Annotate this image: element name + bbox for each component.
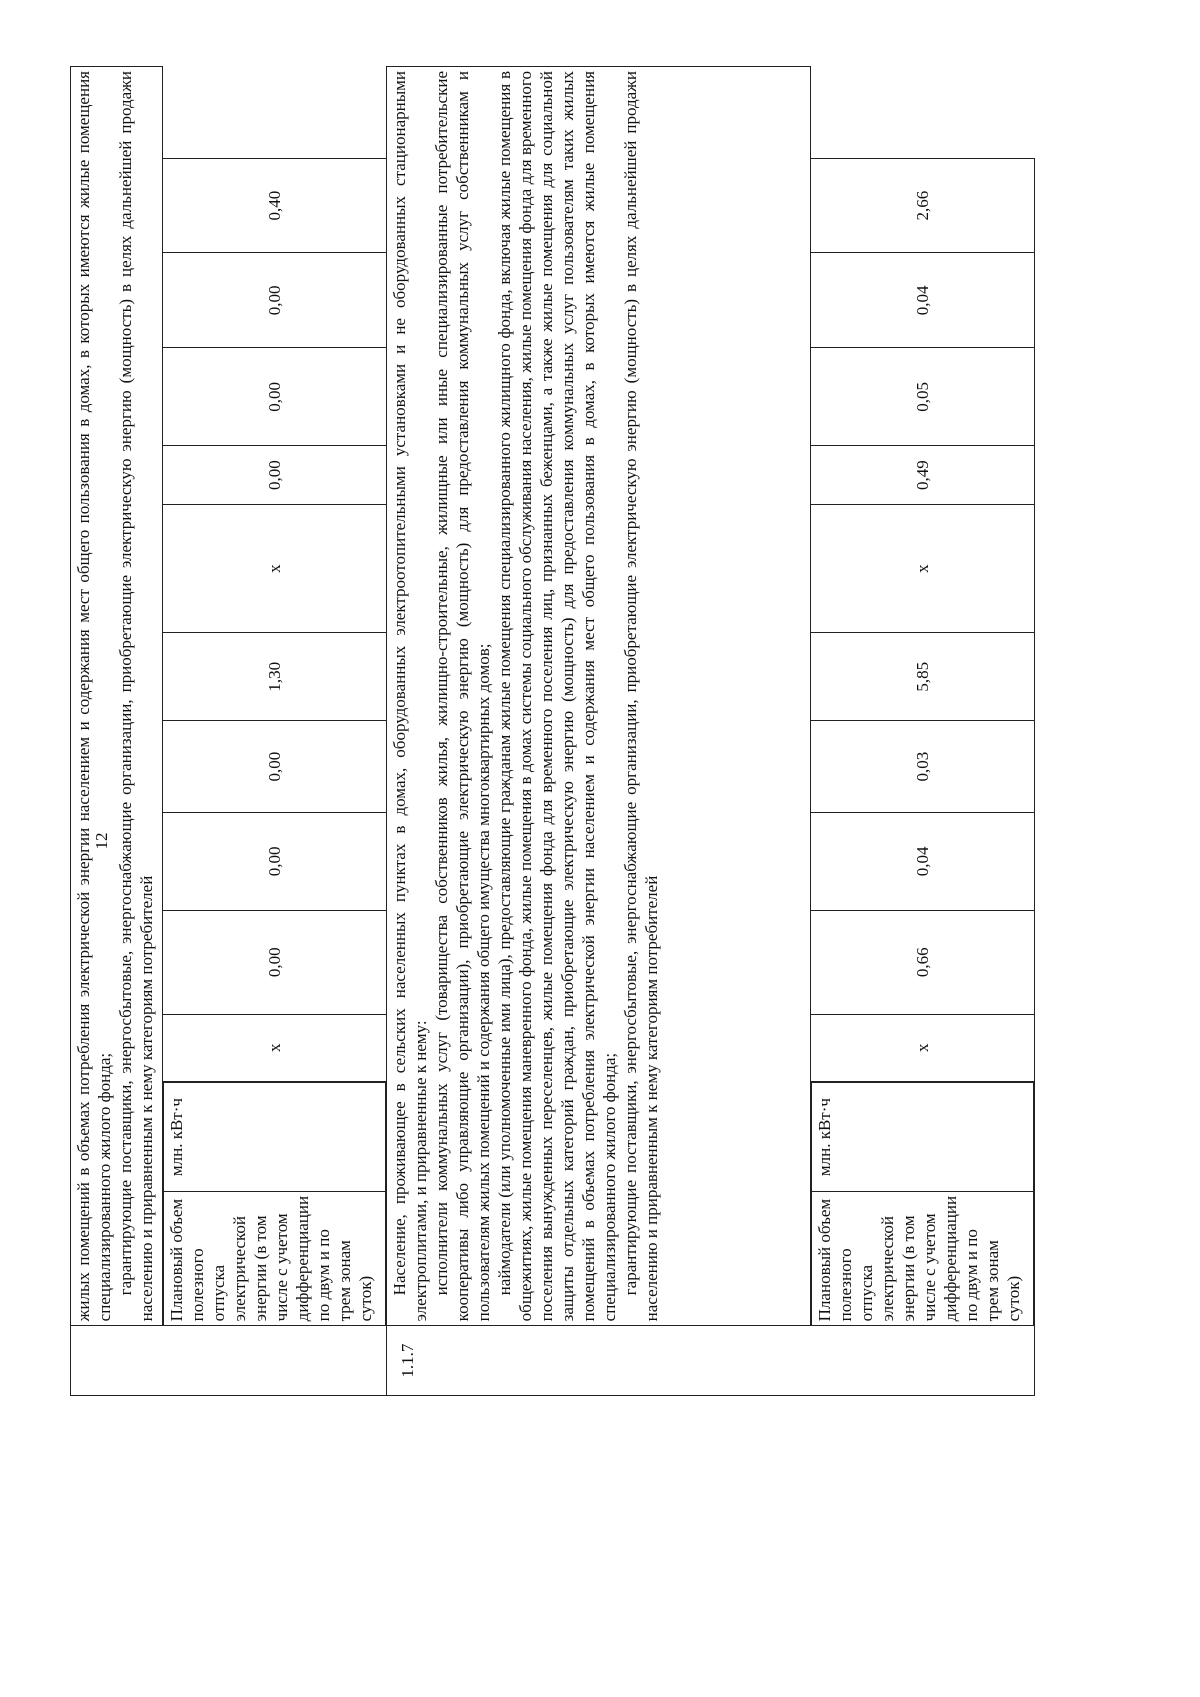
section2-value-4: 0,03 bbox=[810, 721, 1034, 813]
section2-paragraph-4: гарантирующие поставщики, энергосбытовые, энергоснабжающие организации, приобретающие электрическую энергию (мощность) в целях дальнейшей продажи населению и приравненным к нему категориям потребителей bbox=[621, 71, 662, 1322]
section2-label-unit bbox=[810, 1081, 1034, 1325]
section1-row-label: Плановый объем полезного отпуска электрической энергии (в том числе с учетом дифференциации по двум и по трем зонам суток) bbox=[163, 1192, 385, 1326]
section1-line-1: жилых помещений в объемах потребления электрической энергии населением и содержания мест общего пользования в домах, в которых имеются жилые помещения специализированного жилого фонда; bbox=[74, 71, 114, 1322]
rotated-table-container bbox=[70, 66, 1035, 1396]
section1-number bbox=[71, 1326, 387, 1396]
section2-data-row bbox=[810, 67, 1034, 1396]
section1-value-1: х bbox=[162, 1014, 386, 1081]
section2-row-label: Плановый объем полезного отпуска электрической энергии (в том числе с учетом дифференциации по двум и по трем зонам суток) bbox=[811, 1192, 1033, 1326]
section2-value-1: х bbox=[810, 1014, 1034, 1081]
section1-value-9: 0,00 bbox=[162, 253, 386, 348]
section2-number: 1.1.7 bbox=[387, 1326, 1035, 1396]
section2-text bbox=[387, 67, 811, 1326]
section2-value-2: 0,66 bbox=[810, 910, 1034, 1014]
section2-paragraph-1: Население, проживающее в сельских населенных пунктах в домах, оборудованных электроотопительными установками и не оборудованных стационарными электроплитами, и приравненные к нему: bbox=[390, 71, 431, 1322]
section2-value-10: 2,66 bbox=[810, 159, 1034, 253]
page-number: 12 bbox=[92, 832, 111, 850]
tariff-table bbox=[70, 66, 1035, 1396]
section2-value-5: 5,85 bbox=[810, 633, 1034, 721]
section2-paragraph-2: исполнители коммунальных услуг (товарищества собственников жилья, жилищно-строительные, жилищные или иные специализированные потребительские кооперативы либо управляющие организации), приобретающие электрическую энергию (мощность) для предоставления коммунальных услуг собственникам и пользователям жилых помещений и содержания общего имущества многоквартирных домов; bbox=[432, 71, 494, 1322]
section1-label-unit bbox=[162, 1081, 386, 1325]
section1-value-2: 0,00 bbox=[162, 910, 386, 1014]
section1-value-10: 0,40 bbox=[162, 159, 386, 253]
section2-value-8: 0,05 bbox=[810, 348, 1034, 446]
section2-value-9: 0,04 bbox=[810, 253, 1034, 348]
section1-text-row bbox=[71, 67, 163, 1396]
section1-value-5: 1,30 bbox=[162, 633, 386, 721]
section2-value-3: 0,04 bbox=[810, 812, 1034, 910]
section2-value-6: х bbox=[810, 504, 1034, 632]
section1-line-2: гарантирующие поставщики, энергосбытовые, энергоснабжающие организации, приобретающие электрическую энергию (мощность) в целях дальнейшей продажи населению и приравненным к нему категориям потребителей bbox=[116, 71, 156, 1322]
section1-value-3: 0,00 bbox=[162, 812, 386, 910]
section2-row-unit: млн. кВт·ч bbox=[811, 1082, 1033, 1191]
section1-value-8: 0,00 bbox=[162, 348, 386, 446]
section1-value-7: 0,00 bbox=[162, 446, 386, 505]
section1-data-row bbox=[162, 67, 386, 1396]
section2-value-7: 0,49 bbox=[810, 446, 1034, 505]
section1-row-unit: млн. кВт·ч bbox=[163, 1082, 385, 1191]
section1-text bbox=[71, 67, 163, 1326]
section2-text-row bbox=[387, 67, 811, 1396]
section2-paragraph-3: наймодатели (или уполномоченные ими лица), предоставляющие гражданам жилые помещения специализированного жилищного фонда, включая жилые помещения в общежитиях, жилые помещения маневренного фонда, жилые помещения в домах системы социального обслуживания населения, жилые помещения фонда для временного поселения вынужденных переселенцев, жилые помещения фонда для временного поселения лиц, признанных беженцами, а также жилые помещения для социальной защиты отдельных категорий граждан, приобретающие электрическую энергию (мощность) для предоставления коммунальных услуг пользователям таких жилых помещений в объемах потребления электрической энергии населением и содержания мест общего пользования в домах, в которых имеются жилые помещения специализированного жилого фонда; bbox=[495, 71, 620, 1322]
section1-value-4: 0,00 bbox=[162, 721, 386, 813]
section1-value-6: х bbox=[162, 504, 386, 632]
